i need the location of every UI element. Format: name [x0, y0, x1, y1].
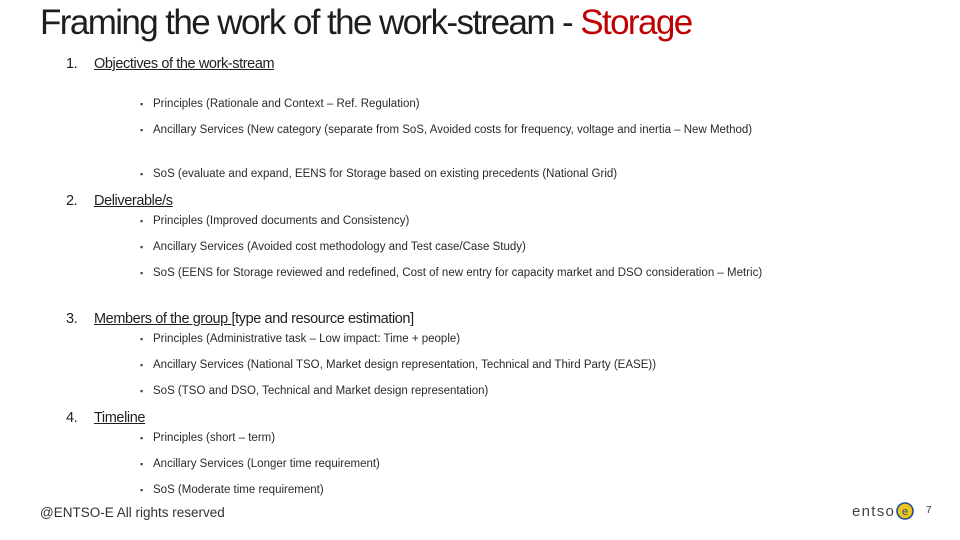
- title-accent: Storage: [580, 3, 692, 42]
- logo-wordmark: entso: [852, 502, 896, 520]
- bullet-item: ▪ Principles (short – term): [140, 429, 780, 447]
- bullet-marker: ▪: [140, 169, 144, 179]
- title-main: Framing the work of the work-stream -: [40, 3, 581, 42]
- bullet-item: ▪ Principles (Administrative task – Low impact: Time + people): [140, 330, 780, 348]
- bullet-marker: ▪: [140, 459, 144, 469]
- page-number: 7: [926, 505, 932, 516]
- bullet-marker: ▪: [140, 99, 144, 109]
- bullet-marker: ▪: [140, 242, 144, 252]
- section-heading-suffix: [type and resource estimation]: [231, 311, 414, 327]
- bullet-item: ▪ SoS (evaluate and expand, EENS for Storage based on existing precedents (National Grid): [140, 165, 780, 183]
- slide-title: [40, 3, 692, 43]
- section-heading-deliverables: [66, 193, 173, 209]
- bullet-item: ▪ SoS (Moderate time requirement): [140, 481, 780, 499]
- bullet-marker: ▪: [140, 485, 144, 495]
- logo-mark-letter: e: [902, 506, 909, 518]
- bullet-marker: ▪: [140, 433, 144, 443]
- section-heading: Deliverable/s: [94, 193, 173, 209]
- section-number: 1.: [66, 56, 78, 72]
- section-heading: Members of the group: [94, 311, 232, 327]
- entsoe-logo: [852, 502, 914, 520]
- bullet-item: ▪ Principles (Rationale and Context – Ref. Regulation): [140, 95, 780, 113]
- section-heading-members: [66, 311, 414, 327]
- section-heading: Objectives of the work-stream: [94, 56, 275, 72]
- bullet-item: ▪ SoS (EENS for Storage reviewed and redefined, Cost of new entry for capacity market and DSO consideration – Metric): [140, 264, 780, 282]
- section-heading-timeline: [66, 410, 145, 426]
- section-number: 3.: [66, 311, 78, 327]
- footer-copyright: @ENTSO-E All rights reserved: [40, 505, 225, 520]
- logo-circle-icon: [896, 502, 914, 520]
- bullet-marker: ▪: [140, 334, 144, 344]
- bullet-item: ▪ Ancillary Services (National TSO, Market design representation, Technical and Third Party (EASE)): [140, 356, 780, 374]
- bullet-marker: ▪: [140, 125, 144, 135]
- bullet-item: ▪ Ancillary Services (Longer time requirement): [140, 455, 780, 473]
- bullet-marker: ▪: [140, 268, 144, 278]
- section-heading-objectives: [66, 56, 274, 72]
- section-number: 4.: [66, 410, 78, 426]
- bullet-marker: ▪: [140, 386, 144, 396]
- bullet-item: ▪ Ancillary Services (New category (separate from SoS, Avoided costs for frequency, voltage and inertia – New Method): [140, 121, 780, 139]
- bullet-marker: ▪: [140, 216, 144, 226]
- section-heading: Timeline: [94, 410, 146, 426]
- bullet-item: ▪ Principles (Improved documents and Consistency): [140, 212, 780, 230]
- bullet-marker: ▪: [140, 360, 144, 370]
- bullet-item: ▪ Ancillary Services (Avoided cost methodology and Test case/Case Study): [140, 238, 780, 256]
- section-number: 2.: [66, 193, 78, 209]
- bullet-item: ▪ SoS (TSO and DSO, Technical and Market design representation): [140, 382, 780, 400]
